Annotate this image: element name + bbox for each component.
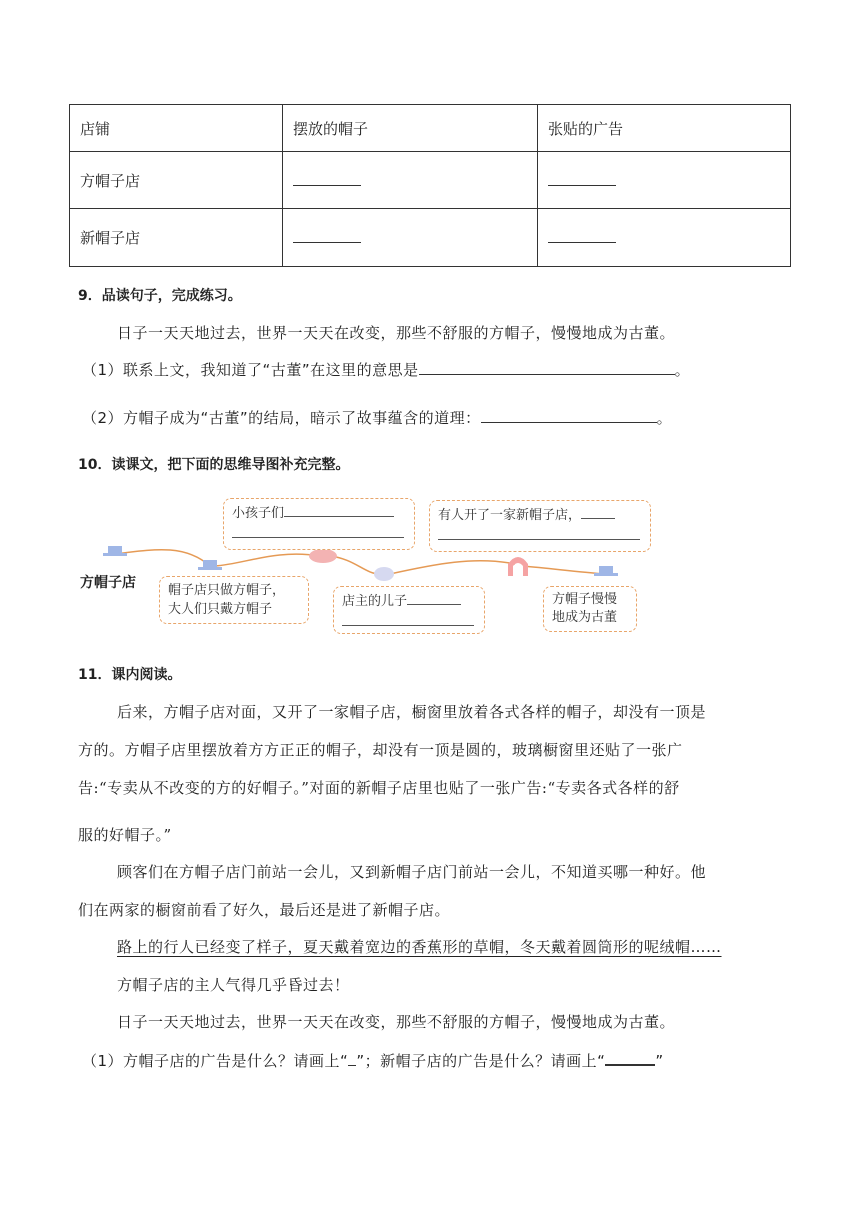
answer-blank-cell (538, 209, 791, 267)
wavy-line-sample (605, 1050, 655, 1066)
box-square-only-line2: 大人们只戴方帽子 (168, 602, 273, 617)
q10-title: 10．读课文，把下面的思维导图补充完整。 (78, 457, 350, 473)
hat-icon (508, 557, 528, 576)
q11-p1-line2: 方的。方帽子店里摆放着方方正正的帽子，却没有一顶是圆的，玻璃橱窗里还贴了一张广 (78, 741, 683, 759)
answer-blank-cell (283, 152, 538, 209)
box-square-only (159, 576, 309, 624)
shop-name: 新帽子店 (70, 209, 283, 267)
q9-sub1-text: （1）联系上文，我知道了“古董”在这里的意思是 (82, 361, 419, 379)
q11-sub1-part-b: ”；新帽子店的广告是什么？请画上“ (356, 1052, 606, 1070)
box-children-text: 小孩子们 (232, 506, 285, 521)
hat-icon (309, 549, 337, 563)
answer-blank[interactable] (438, 527, 640, 540)
answer-blank[interactable] (293, 228, 361, 243)
table-row (70, 209, 791, 267)
mind-map-root: 方帽子店 (80, 575, 136, 591)
box-new-shop (429, 500, 651, 552)
q11-p1-line3: 告:“专卖从不改变的方的好帽子。”对面的新帽子店里也贴了一张广告:“专卖各式各样的舒 (78, 779, 680, 797)
answer-blank[interactable] (232, 525, 404, 538)
q11-p1-line1: 后来，方帽子店对面，又开了一家帽子店，橱窗里放着各式各样的帽子，却没有一顶是 (117, 703, 707, 721)
q11-p2-line1: 顾客们在方帽子店门前站一会儿，又到新帽子店门前站一会儿，不知道买哪一种好。他 (117, 863, 707, 881)
mind-map (75, 494, 655, 640)
q9-sub1-end: 。 (674, 361, 691, 379)
q9-title: 9．品读句子，完成练习。 (78, 288, 242, 304)
answer-blank-cell (538, 152, 791, 209)
answer-blank[interactable] (284, 504, 394, 517)
q11-p2-line2: 们在两家的橱窗前看了好久，最后还是进了新帽子店。 (78, 901, 451, 919)
q9-sub1 (82, 359, 690, 380)
box-son-text: 店主的儿子 (342, 594, 408, 609)
q11-sub1 (82, 1050, 664, 1071)
table-header-row (70, 105, 791, 152)
q11-p4: 方帽子店的主人气得几乎昏过去！ (117, 976, 350, 994)
answer-blank[interactable] (293, 171, 361, 186)
q9-sentence: 日子一天天地过去，世界一天天在改变，那些不舒服的方帽子，慢慢地成为古董。 (117, 324, 676, 342)
box-son (333, 586, 485, 634)
q9-sub2 (82, 407, 672, 428)
answer-blank[interactable] (548, 171, 616, 186)
answer-blank-cell (283, 209, 538, 267)
q9-sub2-end: 。 (656, 409, 673, 427)
answer-blank[interactable] (407, 592, 461, 605)
header-ads: 张贴的广告 (538, 105, 791, 152)
header-hats: 摆放的帽子 (283, 105, 538, 152)
box-antique-line1: 方帽子慢慢 (552, 592, 618, 607)
shop-name: 方帽子店 (70, 152, 283, 209)
q11-p3-underlined: 路上的行人已经变了样子，夏天戴着宽边的香蕉形的草帽，冬天戴着圆筒形的呢绒帽…… (117, 938, 722, 956)
table-row (70, 152, 791, 209)
answer-blank[interactable] (342, 613, 474, 626)
box-antique (543, 586, 637, 632)
q9-sub2-blank[interactable] (481, 408, 657, 423)
q9-sub1-blank[interactable] (419, 360, 675, 375)
q9-sub2-text: （2）方帽子成为“古董”的结局，暗示了故事蕴含的道理： (82, 409, 481, 427)
shop-comparison-table (69, 104, 791, 267)
answer-blank[interactable] (581, 506, 615, 519)
answer-blank[interactable] (548, 228, 616, 243)
q11-p5: 日子一天天地过去，世界一天天在改变，那些不舒服的方帽子，慢慢地成为古董。 (117, 1013, 676, 1031)
hat-icon (103, 546, 127, 556)
q11-title: 11．课内阅读。 (78, 667, 182, 683)
box-new-shop-text: 有人开了一家新帽子店， (438, 508, 582, 523)
q11-sub1-part-c: ” (655, 1052, 664, 1070)
hat-icon (594, 566, 618, 576)
box-children (223, 498, 415, 550)
hat-icon (374, 567, 394, 581)
header-shop: 店铺 (70, 105, 283, 152)
q11-p1-line4: 服的好帽子。” (78, 826, 172, 844)
box-square-only-line1: 帽子店只做方帽子， (168, 583, 286, 598)
box-antique-line2: 地成为古董 (552, 610, 618, 625)
q11-sub1-part-a: （1）方帽子店的广告是什么？请画上“ (82, 1052, 349, 1070)
